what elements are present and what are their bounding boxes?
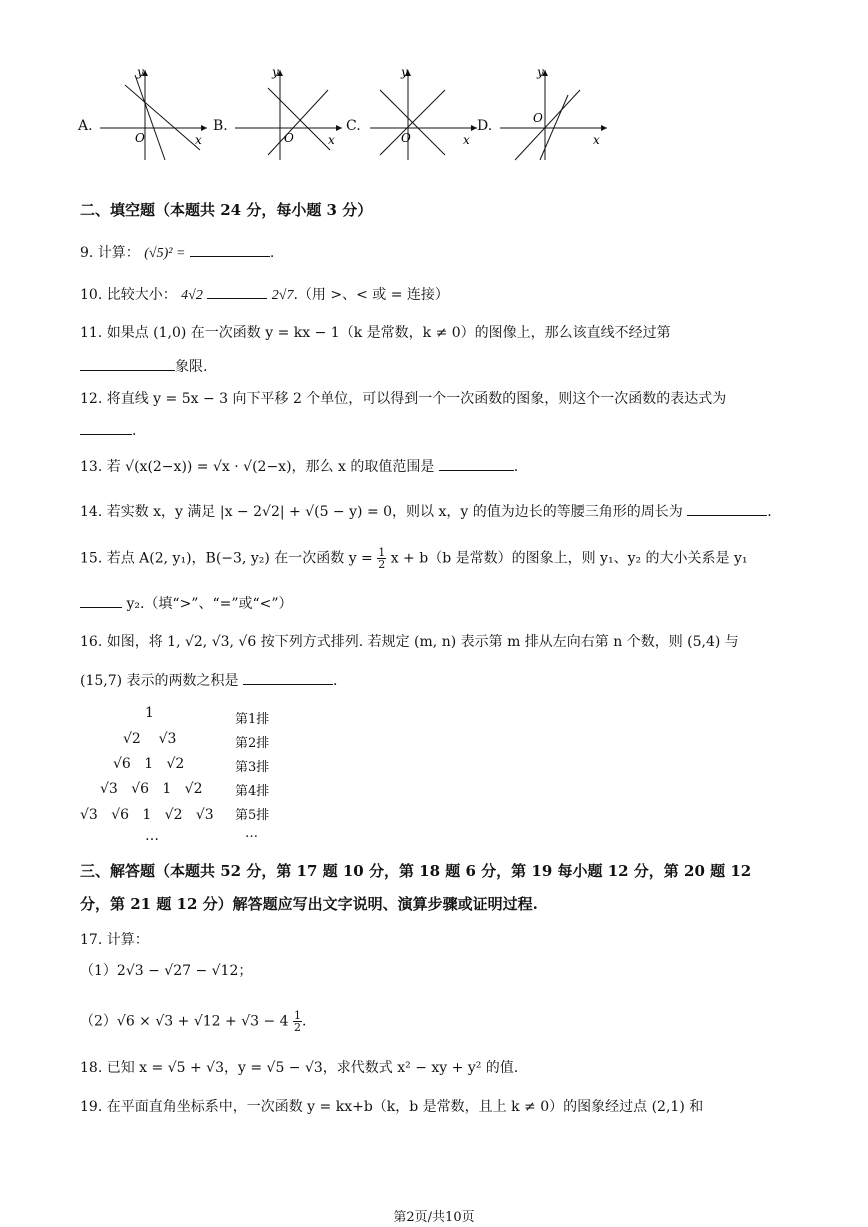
question-12-line-2: [80, 420, 136, 439]
question-11-suffix: 象限.: [175, 359, 208, 375]
question-15-line-1: [80, 547, 748, 570]
option-c-graph: [365, 60, 500, 160]
x-axis-label: x: [328, 133, 335, 147]
row-label-3: 第3排: [235, 760, 270, 775]
y-axis-label: y: [401, 65, 408, 79]
question-15-line-2: [80, 593, 293, 613]
y-axis-label: y: [537, 65, 544, 79]
option-b-label: B.: [213, 118, 228, 134]
option-c-label: C.: [346, 118, 361, 134]
answer-blank[interactable]: [207, 284, 267, 299]
triangle-row-2: √2 √3: [123, 731, 177, 747]
origin-label: O: [135, 131, 145, 145]
origin-label: O: [533, 111, 543, 125]
y-axis-label: y: [137, 65, 144, 79]
y-axis-label: y: [272, 65, 279, 79]
question-9-expr: (√5)² =: [144, 246, 186, 261]
page-footer: 第2页/共10页: [393, 1210, 475, 1225]
question-12-suffix: .: [132, 423, 137, 439]
question-16-line-2: [80, 670, 337, 690]
row-label-5: 第5排: [235, 808, 270, 823]
answer-blank[interactable]: [80, 593, 122, 608]
question-16-line-1: 16. 如图，将 1, √2, √3, √6 按下列方式排列. 若规定 (m, n) 表示第 m 排从左向右第 n 个数，则 (5,4) 与: [80, 634, 739, 650]
option-a-label: A.: [78, 118, 93, 134]
triangle-row-4: √3 √6 1 √2: [100, 781, 203, 797]
question-10-prefix: 10. 比较大小：: [80, 287, 177, 303]
row-label-2: 第2排: [235, 736, 270, 751]
question-12-line-1: 12. 将直线 y = 5x − 3 向下平移 2 个单位，可以得到一个一次函数的图象，则这个一次函数的表达式为: [80, 391, 727, 407]
option-b-graph: [230, 60, 365, 160]
answer-blank[interactable]: [80, 420, 132, 435]
question-17-part-1: （1）2√3 − √27 − √12；: [80, 963, 253, 979]
question-17-part-2-text: （2）√6 × √3 + √12 + √3 − 4: [80, 1013, 289, 1030]
fraction-sqrt-one-half: $\frac{1}{2}$: [294, 1009, 302, 1034]
option-d-label: D.: [477, 118, 493, 134]
origin-label: O: [284, 131, 294, 145]
question-15-suffix: y₂.（填“>”、“=”或“<”）: [126, 596, 293, 612]
x-axis-label: x: [463, 133, 470, 147]
question-11-line-2: [80, 356, 207, 376]
answer-blank[interactable]: [687, 501, 767, 516]
triangle-row-3: √6 1 √2: [113, 756, 185, 772]
question-9-prefix: 9. 计算：: [80, 245, 140, 261]
x-axis-label: x: [195, 133, 202, 147]
question-17-part-2: [80, 1010, 306, 1033]
question-15-text-b: x + b（b 是常数）的图象上，则 y₁、y₂ 的大小关系是 y₁: [390, 550, 748, 567]
question-13-text: 13. 若 √(x(2−x)) = √x · √(2−x)，那么 x 的取值范围是: [80, 459, 435, 475]
answer-blank[interactable]: [80, 356, 175, 371]
answer-blank[interactable]: [439, 456, 514, 471]
row-label-1: 第1排: [235, 712, 270, 727]
question-17-title: 17. 计算：: [80, 932, 149, 948]
question-14-text: 14. 若实数 x，y 满足 |x − 2√2| + √(5 − y) = 0，则以 x，y 的值为边长的等腰三角形的周长为: [80, 504, 683, 520]
row-label-ellipsis: …: [245, 826, 258, 841]
question-17-part-2-suffix: .: [302, 1013, 307, 1030]
triangle-row-5: √3 √6 1 √2 √3: [80, 807, 214, 823]
fraction-one-half: $\frac{1}{2}$: [378, 546, 386, 571]
x-axis-label: x: [593, 133, 600, 147]
question-10-suffix: .（用 >、< 或 = 连接）: [293, 287, 449, 303]
question-9: [80, 242, 274, 262]
option-a-graph: [95, 60, 230, 160]
question-16-text: (15,7) 表示的两数之积是: [80, 673, 239, 689]
triangle-ellipsis: …: [145, 828, 159, 844]
question-10-left: 4√2: [181, 288, 203, 303]
question-9-suffix: .: [269, 245, 275, 261]
answer-blank[interactable]: [243, 670, 333, 685]
option-d-graph: [495, 60, 630, 160]
question-11-line-1: 11. 如果点 (1,0) 在一次函数 y = kx − 1（k 是常数，k ≠ 0）的图像上，那么该直线不经过第: [80, 325, 671, 341]
section-3-title-line-1: 三、解答题（本题共 52 分，第 17 题 10 分，第 18 题 6 分，第 19 每小题 12 分，第 20 题 12: [80, 862, 752, 880]
question-15-text-a: 15. 若点 A(2, y₁)，B(−3, y₂) 在一次函数 y =: [80, 550, 373, 567]
question-13: [80, 456, 518, 476]
question-16-suffix: .: [333, 673, 338, 689]
question-14-suffix: .: [767, 504, 772, 520]
answer-blank[interactable]: [190, 242, 270, 257]
origin-label: O: [401, 131, 411, 145]
question-10-right: 2√7: [271, 288, 294, 303]
question-19: 19. 在平面直角坐标系中，一次函数 y = kx+b（k，b 是常数，且上 k ≠ 0）的图象经过点 (2,1) 和: [80, 1099, 704, 1115]
question-10: [80, 284, 449, 304]
row-label-4: 第4排: [235, 784, 270, 799]
question-18: 18. 已知 x = √5 + √3，y = √5 − √3，求代数式 x² − xy + y² 的值.: [80, 1060, 519, 1076]
section-2-title: 二、填空题（本题共 24 分，每小题 3 分）: [80, 201, 373, 219]
triangle-row-1: 1: [145, 705, 154, 721]
question-13-suffix: .: [513, 459, 519, 475]
question-14: [80, 501, 772, 521]
section-3-title-line-2: 分，第 21 题 12 分）解答题应写出文字说明、演算步骤或证明过程.: [80, 895, 538, 913]
